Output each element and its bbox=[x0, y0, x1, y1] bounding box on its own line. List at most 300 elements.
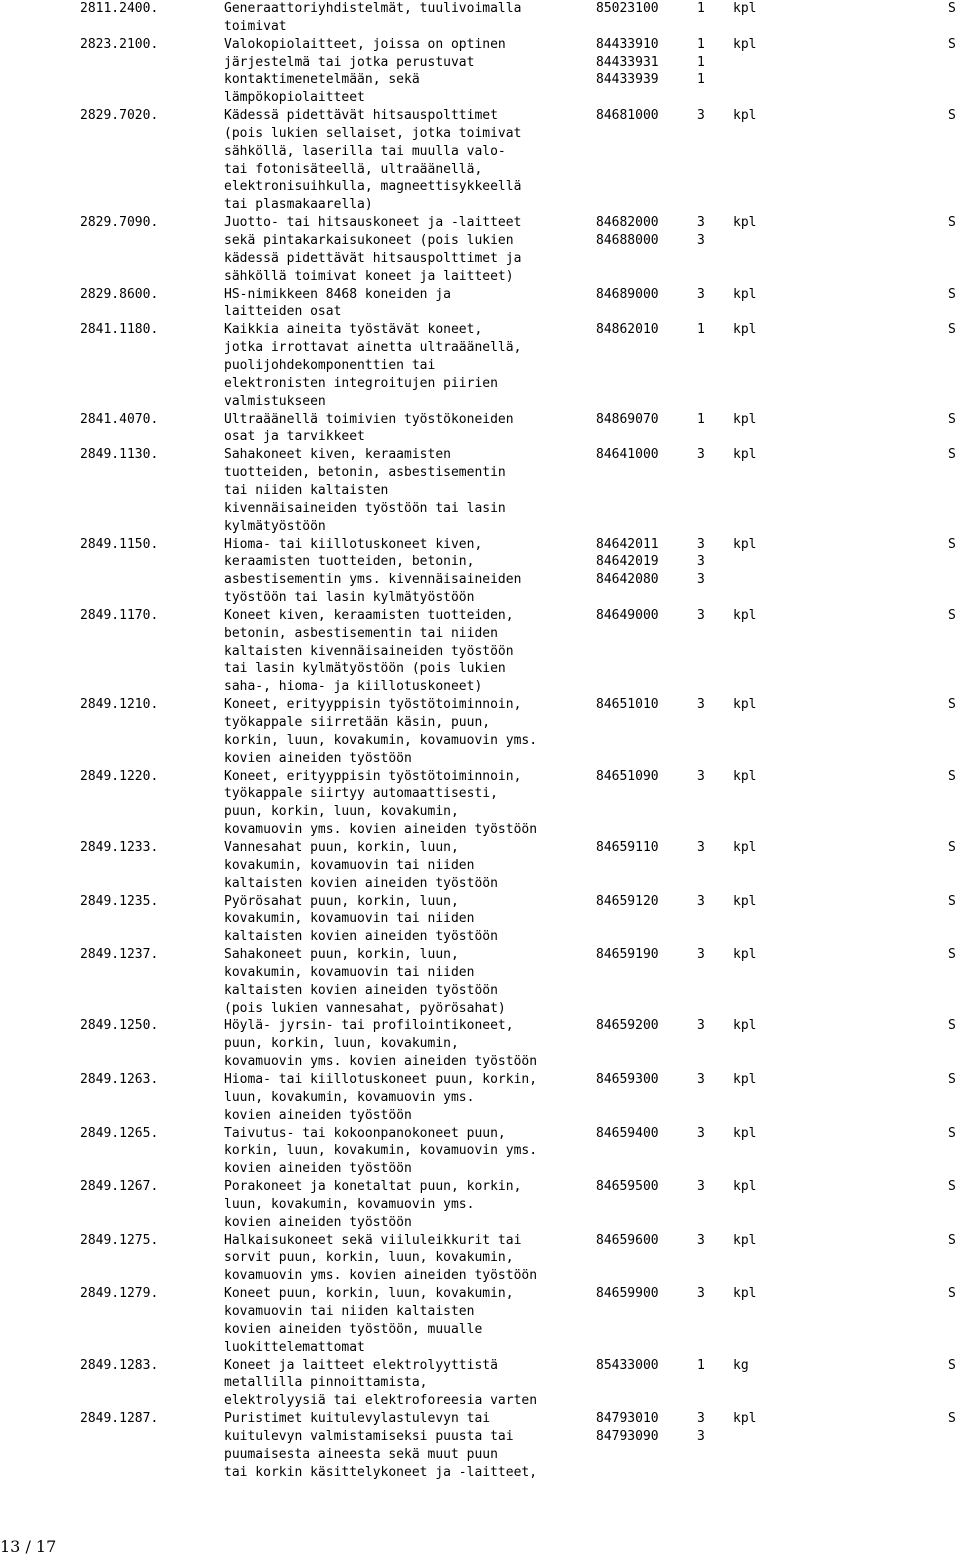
table-row bbox=[0, 321, 960, 410]
row-cn-code-line: 84862010 bbox=[596, 322, 659, 338]
row-description-line: korkin, luun, kovakumin, kovamuovin yms. bbox=[224, 732, 538, 748]
row-flag-line: S bbox=[948, 1125, 956, 1141]
row-cn-code bbox=[596, 1285, 659, 1303]
row-cn-code bbox=[596, 946, 659, 964]
table-row bbox=[0, 768, 960, 839]
row-unit-line: kg bbox=[733, 1357, 749, 1373]
row-code: 2849.1279. bbox=[80, 1286, 159, 1302]
row-cn-code bbox=[596, 893, 659, 911]
row-description bbox=[224, 839, 498, 893]
row-description-line: kaltaisten kovien aineiden työstöön bbox=[224, 875, 498, 891]
row-description bbox=[224, 768, 537, 839]
table-row bbox=[0, 893, 960, 947]
row-description-line: Vannesahat puun, korkin, luun, bbox=[224, 839, 459, 855]
row-flag bbox=[948, 446, 956, 464]
row-quantity-code bbox=[697, 1178, 705, 1196]
row-description-line: kovakumin, kovamuovin tai niiden bbox=[224, 911, 475, 927]
row-description-line: HS-nimikkeen 8468 koneiden ja bbox=[224, 286, 451, 302]
row-flag bbox=[948, 107, 956, 125]
row-unit bbox=[733, 0, 756, 18]
row-flag bbox=[948, 411, 956, 429]
row-code: 2849.1220. bbox=[80, 768, 159, 784]
row-unit-line: kpl bbox=[733, 322, 757, 338]
row-unit bbox=[733, 1178, 756, 1196]
row-flag-line: S bbox=[948, 1232, 956, 1248]
row-flag-line: S bbox=[948, 768, 956, 784]
row-flag-line: S bbox=[948, 1072, 956, 1087]
row-unit bbox=[733, 1285, 756, 1303]
row-code: 2849.1275. bbox=[80, 1232, 159, 1248]
row-flag bbox=[948, 839, 956, 857]
row-description-line: Generaattoriyhdistelmät, tuulivoimalla bbox=[224, 1, 522, 16]
row-description-line: Kädessä pidettävät hitsauspolttimet bbox=[224, 108, 498, 124]
row-code: 2811.2400. bbox=[80, 1, 159, 16]
row-description-line: kivennäisaineiden työstöön tai lasin bbox=[224, 500, 506, 516]
row-description-line: Porakoneet ja konetaltat puun, korkin, bbox=[224, 1179, 522, 1195]
row-description-line: puumaisesta aineesta sekä muut puun bbox=[224, 1446, 498, 1462]
row-description bbox=[224, 946, 506, 1017]
row-description-line: puun, korkin, luun, kovakumin, bbox=[224, 804, 459, 820]
row-description-line: kylmätyöstöön bbox=[224, 518, 326, 534]
table-row bbox=[0, 1071, 960, 1125]
row-unit bbox=[733, 107, 756, 125]
row-quantity-code bbox=[697, 1017, 705, 1035]
row-flag-line: S bbox=[948, 1179, 956, 1195]
row-quantity-code-line: 3 bbox=[697, 572, 705, 588]
row-quantity-code bbox=[697, 36, 705, 90]
row-description bbox=[224, 1017, 537, 1071]
table-row bbox=[0, 536, 960, 607]
row-quantity-code bbox=[697, 0, 705, 18]
row-cn-code bbox=[596, 1017, 659, 1035]
row-cn-code-line: 84433939 bbox=[596, 72, 659, 88]
table-row bbox=[0, 1232, 960, 1286]
table-row bbox=[0, 1017, 960, 1071]
row-description-line: Puristimet kuitulevylastulevyn tai bbox=[224, 1411, 491, 1427]
row-code: 2849.1267. bbox=[80, 1179, 159, 1195]
row-flag-line: S bbox=[948, 1018, 956, 1034]
row-description-line: Sahakoneet kiven, keraamisten bbox=[224, 447, 451, 463]
row-unit bbox=[733, 36, 756, 54]
row-unit-line: kpl bbox=[733, 947, 757, 963]
row-description-line: Koneet kiven, keraamisten tuotteiden, bbox=[224, 607, 514, 623]
row-description-line: kontaktimenetelmään, sekä bbox=[224, 72, 420, 88]
table-row bbox=[0, 1285, 960, 1356]
row-unit-line: kpl bbox=[733, 1125, 757, 1141]
table-row bbox=[0, 286, 960, 322]
row-cn-code bbox=[596, 696, 659, 714]
row-quantity-code bbox=[697, 286, 705, 304]
row-cn-code-line: 84651010 bbox=[596, 697, 659, 713]
row-flag bbox=[948, 321, 956, 339]
row-description-line: kaltaisten kivennäisaineiden työstöön bbox=[224, 643, 514, 659]
row-flag-line: S bbox=[948, 839, 956, 855]
row-quantity-code bbox=[697, 1232, 705, 1250]
row-description bbox=[224, 36, 506, 107]
row-quantity-code-line: 3 bbox=[697, 215, 705, 231]
row-quantity-code-line: 3 bbox=[697, 607, 705, 623]
row-unit-line: kpl bbox=[733, 1072, 757, 1087]
row-code: 2849.1210. bbox=[80, 697, 159, 713]
table-row bbox=[0, 36, 960, 107]
row-cn-code bbox=[596, 214, 659, 250]
row-quantity-code-line: 3 bbox=[697, 1286, 705, 1302]
row-cn-code-line: 84681000 bbox=[596, 108, 659, 124]
row-flag-line: S bbox=[948, 607, 956, 623]
row-description-line: kovakumin, kovamuovin tai niiden bbox=[224, 964, 475, 980]
row-unit bbox=[733, 286, 756, 304]
row-cn-code-line: 84659900 bbox=[596, 1286, 659, 1302]
row-cn-code-line: 84642080 bbox=[596, 572, 659, 588]
row-unit-line: kpl bbox=[733, 839, 757, 855]
row-quantity-code bbox=[697, 946, 705, 964]
row-unit-line: kpl bbox=[733, 36, 757, 52]
row-cn-code bbox=[596, 1178, 659, 1196]
row-code: 2849.1265. bbox=[80, 1125, 159, 1141]
row-quantity-code-line: 3 bbox=[697, 1411, 705, 1427]
row-description-line: kädessä pidettävät hitsauspolttimet ja bbox=[224, 250, 522, 266]
table-row bbox=[0, 411, 960, 447]
row-unit-line: kpl bbox=[733, 1, 757, 16]
row-unit bbox=[733, 321, 756, 339]
row-quantity-code bbox=[697, 446, 705, 464]
row-description-line: Koneet puun, korkin, luun, kovakumin, bbox=[224, 1286, 514, 1302]
row-flag bbox=[948, 893, 956, 911]
row-description-line: kaltaisten kovien aineiden työstöön bbox=[224, 929, 498, 945]
row-cn-code bbox=[596, 1071, 659, 1089]
row-unit bbox=[733, 946, 756, 964]
row-code: 2829.7090. bbox=[80, 215, 159, 231]
row-cn-code-line: 84651090 bbox=[596, 768, 659, 784]
row-flag-line: S bbox=[948, 947, 956, 963]
row-flag bbox=[948, 696, 956, 714]
row-description-line: osat ja tarvikkeet bbox=[224, 429, 365, 445]
row-description-line: kovakumin, kovamuovin tai niiden bbox=[224, 857, 475, 873]
row-description-line: tai fotonisäteellä, ultraäänellä, bbox=[224, 161, 483, 177]
row-description bbox=[224, 1410, 537, 1481]
row-flag bbox=[948, 0, 956, 18]
row-unit-line: kpl bbox=[733, 1179, 757, 1195]
row-description bbox=[224, 1071, 537, 1125]
row-flag bbox=[948, 1410, 956, 1428]
row-unit-line: kpl bbox=[733, 607, 757, 623]
row-quantity-code-line: 3 bbox=[697, 1018, 705, 1034]
row-description-line: Höylä- jyrsin- tai profilointikoneet, bbox=[224, 1018, 514, 1034]
row-quantity-code bbox=[697, 107, 705, 125]
row-description-line: Hioma- tai kiillotuskoneet puun, korkin, bbox=[224, 1072, 538, 1087]
row-description-line: kovamuovin tai niiden kaltaisten bbox=[224, 1304, 475, 1320]
row-description bbox=[224, 321, 521, 410]
row-description-line: Taivutus- tai kokoonpanokoneet puun, bbox=[224, 1125, 506, 1141]
row-quantity-code bbox=[697, 1285, 705, 1303]
row-description-line: kaltaisten kovien aineiden työstöön bbox=[224, 982, 498, 998]
row-quantity-code-line: 3 bbox=[697, 893, 705, 909]
row-unit bbox=[733, 1357, 749, 1375]
row-description-line: kovamuovin yms. kovien aineiden työstöön bbox=[224, 1268, 538, 1284]
row-description-line: työstöön tai lasin kylmätyöstöön bbox=[224, 590, 475, 606]
row-description-line: elektronisten integroitujen piirien bbox=[224, 375, 498, 391]
row-flag-line: S bbox=[948, 322, 956, 338]
row-flag bbox=[948, 1232, 956, 1250]
row-unit bbox=[733, 696, 756, 714]
row-description-line: puolijohdekomponenttien tai bbox=[224, 357, 436, 373]
row-cn-code-line: 84659110 bbox=[596, 839, 659, 855]
row-unit bbox=[733, 893, 756, 911]
row-quantity-code-line: 3 bbox=[697, 1232, 705, 1248]
row-description-line: Koneet, erityyppisin työstötoiminnoin, bbox=[224, 697, 522, 713]
row-description-line: lämpökopiolaitteet bbox=[224, 90, 365, 106]
table-row bbox=[0, 607, 960, 696]
row-description-line: luun, kovakumin, kovamuovin yms. bbox=[224, 1089, 475, 1105]
row-description-line: tai niiden kaltaisten bbox=[224, 482, 389, 498]
row-cn-code-line: 84433910 bbox=[596, 36, 659, 52]
row-description-line: sekä pintakarkaisukoneet (pois lukien bbox=[224, 233, 514, 249]
row-flag-line: S bbox=[948, 36, 956, 52]
row-flag bbox=[948, 286, 956, 304]
row-description-line: elektrolyysiä tai elektroforeesia varten bbox=[224, 1393, 538, 1409]
row-unit-line: kpl bbox=[733, 697, 757, 713]
row-description-line: järjestelmä tai jotka perustuvat bbox=[224, 54, 475, 70]
row-unit-line: kpl bbox=[733, 1286, 757, 1302]
row-unit bbox=[733, 607, 756, 625]
row-quantity-code-line: 1 bbox=[697, 54, 705, 70]
row-description bbox=[224, 286, 451, 322]
row-code: 2849.1283. bbox=[80, 1357, 159, 1373]
table-row bbox=[0, 1410, 960, 1481]
row-code: 2849.1250. bbox=[80, 1018, 159, 1034]
row-cn-code-line: 84642011 bbox=[596, 536, 659, 552]
row-quantity-code bbox=[697, 768, 705, 786]
row-code: 2841.1180. bbox=[80, 322, 159, 338]
row-quantity-code-line: 3 bbox=[697, 1179, 705, 1195]
row-cn-code-line: 84433931 bbox=[596, 54, 659, 70]
row-quantity-code-line: 3 bbox=[697, 536, 705, 552]
row-cn-code bbox=[596, 321, 659, 339]
row-quantity-code-line: 3 bbox=[697, 1072, 705, 1087]
row-flag-line: S bbox=[948, 697, 956, 713]
row-quantity-code bbox=[697, 214, 705, 250]
table-row bbox=[0, 1357, 960, 1411]
row-cn-code bbox=[596, 411, 659, 429]
row-description bbox=[224, 536, 521, 607]
row-flag bbox=[948, 946, 956, 964]
row-code: 2849.1235. bbox=[80, 893, 159, 909]
row-description-line: Hioma- tai kiillotuskoneet kiven, bbox=[224, 536, 483, 552]
row-description-line: Halkaisukoneet sekä viiluleikkurit tai bbox=[224, 1232, 522, 1248]
row-description-line: (pois lukien sellaiset, jotka toimivat bbox=[224, 125, 522, 141]
row-quantity-code-line: 3 bbox=[697, 286, 705, 302]
row-cn-code bbox=[596, 1410, 659, 1446]
row-flag bbox=[948, 1017, 956, 1035]
row-description-line: kovamuovin yms. kovien aineiden työstöön bbox=[224, 1054, 538, 1070]
row-quantity-code-line: 3 bbox=[697, 554, 705, 570]
row-quantity-code-line: 3 bbox=[697, 1125, 705, 1141]
row-cn-code bbox=[596, 607, 659, 625]
row-description-line: keraamisten tuotteiden, betonin, bbox=[224, 554, 475, 570]
row-flag-line: S bbox=[948, 1411, 956, 1427]
table-row bbox=[0, 839, 960, 893]
table-row bbox=[0, 946, 960, 1017]
row-description-line: Valokopiolaitteet, joissa on optinen bbox=[224, 36, 506, 52]
row-cn-code-line: 84793010 bbox=[596, 1411, 659, 1427]
row-quantity-code-line: 3 bbox=[697, 108, 705, 124]
row-description bbox=[224, 214, 521, 285]
row-unit bbox=[733, 768, 756, 786]
row-quantity-code-line: 3 bbox=[697, 947, 705, 963]
row-unit-line: kpl bbox=[733, 215, 757, 231]
row-cn-code-line: 84659120 bbox=[596, 893, 659, 909]
row-description-line: tai korkin käsittelykoneet ja -laitteet, bbox=[224, 1464, 538, 1480]
row-flag-line: S bbox=[948, 108, 956, 124]
row-description-line: kovien aineiden työstöön, muualle bbox=[224, 1321, 483, 1337]
row-quantity-code bbox=[697, 1410, 705, 1446]
row-unit-line: kpl bbox=[733, 1018, 757, 1034]
row-cn-code bbox=[596, 446, 659, 464]
row-description-line: toimivat bbox=[224, 18, 287, 34]
row-quantity-code bbox=[697, 893, 705, 911]
row-quantity-code bbox=[697, 1357, 705, 1375]
row-flag-line: S bbox=[948, 215, 956, 231]
row-description-line: korkin, luun, kovakumin, kovamuovin yms. bbox=[224, 1143, 538, 1159]
row-description-line: elektronisuihkulla, magneettisykkeellä bbox=[224, 179, 522, 195]
row-cn-code-line: 84659400 bbox=[596, 1125, 659, 1141]
row-unit-line: kpl bbox=[733, 1232, 757, 1248]
row-quantity-code-line: 3 bbox=[697, 768, 705, 784]
row-description-line: puun, korkin, luun, kovakumin, bbox=[224, 1036, 459, 1052]
row-flag-line: S bbox=[948, 1286, 956, 1302]
row-flag-line: S bbox=[948, 893, 956, 909]
row-cn-code-line: 84642019 bbox=[596, 554, 659, 570]
row-description-line: valmistukseen bbox=[224, 393, 326, 409]
row-flag-line: S bbox=[948, 286, 956, 302]
row-quantity-code bbox=[697, 696, 705, 714]
row-cn-code-line: 84682000 bbox=[596, 215, 659, 231]
row-cn-code-line: 84689000 bbox=[596, 286, 659, 302]
table-row bbox=[0, 1178, 960, 1232]
row-flag bbox=[948, 1178, 956, 1196]
row-description-line: kovien aineiden työstöön bbox=[224, 750, 412, 766]
row-flag bbox=[948, 1285, 956, 1303]
row-description-line: Kaikkia aineita työstävät koneet, bbox=[224, 322, 483, 338]
row-code: 2849.1130. bbox=[80, 447, 159, 463]
row-description bbox=[224, 1125, 537, 1179]
row-description-line: Sahakoneet puun, korkin, luun, bbox=[224, 947, 459, 963]
row-cn-code-line: 84649000 bbox=[596, 607, 659, 623]
row-quantity-code-line: 1 bbox=[697, 1, 705, 16]
table-row bbox=[0, 1125, 960, 1179]
row-unit-line: kpl bbox=[733, 286, 757, 302]
row-cn-code-line: 84659500 bbox=[596, 1179, 659, 1195]
row-code: 2849.1287. bbox=[80, 1411, 159, 1427]
row-quantity-code bbox=[697, 411, 705, 429]
row-unit bbox=[733, 839, 756, 857]
row-flag bbox=[948, 214, 956, 232]
row-cn-code-line: 84659300 bbox=[596, 1072, 659, 1087]
row-cn-code-line: 84688000 bbox=[596, 233, 659, 249]
row-quantity-code-line: 3 bbox=[697, 697, 705, 713]
row-unit-line: kpl bbox=[733, 108, 757, 124]
row-unit-line: kpl bbox=[733, 893, 757, 909]
row-cn-code-line: 85023100 bbox=[596, 1, 659, 16]
table-row bbox=[0, 0, 960, 36]
row-cn-code-line: 84659190 bbox=[596, 947, 659, 963]
row-code: 2829.8600. bbox=[80, 286, 159, 302]
row-description bbox=[224, 1357, 537, 1411]
row-description-line: Pyörösahat puun, korkin, luun, bbox=[224, 893, 459, 909]
row-flag-line: S bbox=[948, 1, 956, 16]
row-cn-code bbox=[596, 286, 659, 304]
row-cn-code-line: 84869070 bbox=[596, 411, 659, 427]
row-unit bbox=[733, 1232, 756, 1250]
row-description bbox=[224, 1178, 521, 1232]
table-row bbox=[0, 446, 960, 535]
row-quantity-code-line: 1 bbox=[697, 72, 705, 88]
row-flag-line: S bbox=[948, 1357, 956, 1373]
row-quantity-code-line: 1 bbox=[697, 1357, 705, 1373]
row-unit-line: kpl bbox=[733, 447, 757, 463]
row-cn-code-line: 85433000 bbox=[596, 1357, 659, 1373]
row-description-line: tai plasmakaarella) bbox=[224, 197, 373, 213]
row-flag bbox=[948, 1125, 956, 1143]
page-number: 13 / 17 bbox=[0, 1537, 57, 1556]
row-flag-line: S bbox=[948, 447, 956, 463]
row-description bbox=[224, 0, 521, 36]
row-flag bbox=[948, 768, 956, 786]
row-quantity-code-line: 3 bbox=[697, 1428, 705, 1444]
row-quantity-code-line: 1 bbox=[697, 322, 705, 338]
row-description bbox=[224, 696, 537, 767]
row-cn-code-line: 84641000 bbox=[596, 447, 659, 463]
row-quantity-code-line: 3 bbox=[697, 447, 705, 463]
row-description-line: kovien aineiden työstöön bbox=[224, 1161, 412, 1177]
row-description-line: työkappale siirretään käsin, puun, bbox=[224, 714, 491, 730]
row-code: 2849.1170. bbox=[80, 607, 159, 623]
row-description-line: asbestisementin yms. kivennäisaineiden bbox=[224, 572, 522, 588]
row-unit-line: kpl bbox=[733, 411, 757, 427]
row-description-line: luun, kovakumin, kovamuovin yms. bbox=[224, 1196, 475, 1212]
row-unit bbox=[733, 1410, 756, 1428]
row-flag-line: S bbox=[948, 411, 956, 427]
row-cn-code-line: 84659600 bbox=[596, 1232, 659, 1248]
row-description-line: metallilla pinnoittamista, bbox=[224, 1375, 428, 1391]
row-quantity-code-line: 3 bbox=[697, 233, 705, 249]
row-cn-code bbox=[596, 1357, 659, 1375]
row-description bbox=[224, 893, 498, 947]
table-row bbox=[0, 696, 960, 767]
row-description bbox=[224, 1285, 514, 1356]
row-description bbox=[224, 107, 521, 214]
row-code: 2849.1233. bbox=[80, 839, 159, 855]
row-code: 2823.2100. bbox=[80, 36, 159, 52]
row-quantity-code-line: 3 bbox=[697, 839, 705, 855]
row-description-line: jotka irrottavat ainetta ultraäänellä, bbox=[224, 340, 522, 356]
row-description-line: laitteiden osat bbox=[224, 304, 342, 320]
row-flag bbox=[948, 607, 956, 625]
row-description bbox=[224, 607, 514, 696]
row-cn-code bbox=[596, 0, 659, 18]
row-code: 2829.7020. bbox=[80, 108, 159, 124]
row-description bbox=[224, 411, 514, 447]
row-code: 2849.1237. bbox=[80, 947, 159, 963]
row-description-line: kuitulevyn valmistamiseksi puusta tai bbox=[224, 1428, 514, 1444]
row-quantity-code bbox=[697, 607, 705, 625]
row-flag bbox=[948, 1071, 956, 1089]
row-cn-code-line: 84659200 bbox=[596, 1018, 659, 1034]
row-quantity-code bbox=[697, 1071, 705, 1089]
row-cn-code bbox=[596, 1125, 659, 1143]
row-description-line: (pois lukien vannesahat, pyörösahat) bbox=[224, 1000, 506, 1016]
row-cn-code bbox=[596, 36, 659, 90]
